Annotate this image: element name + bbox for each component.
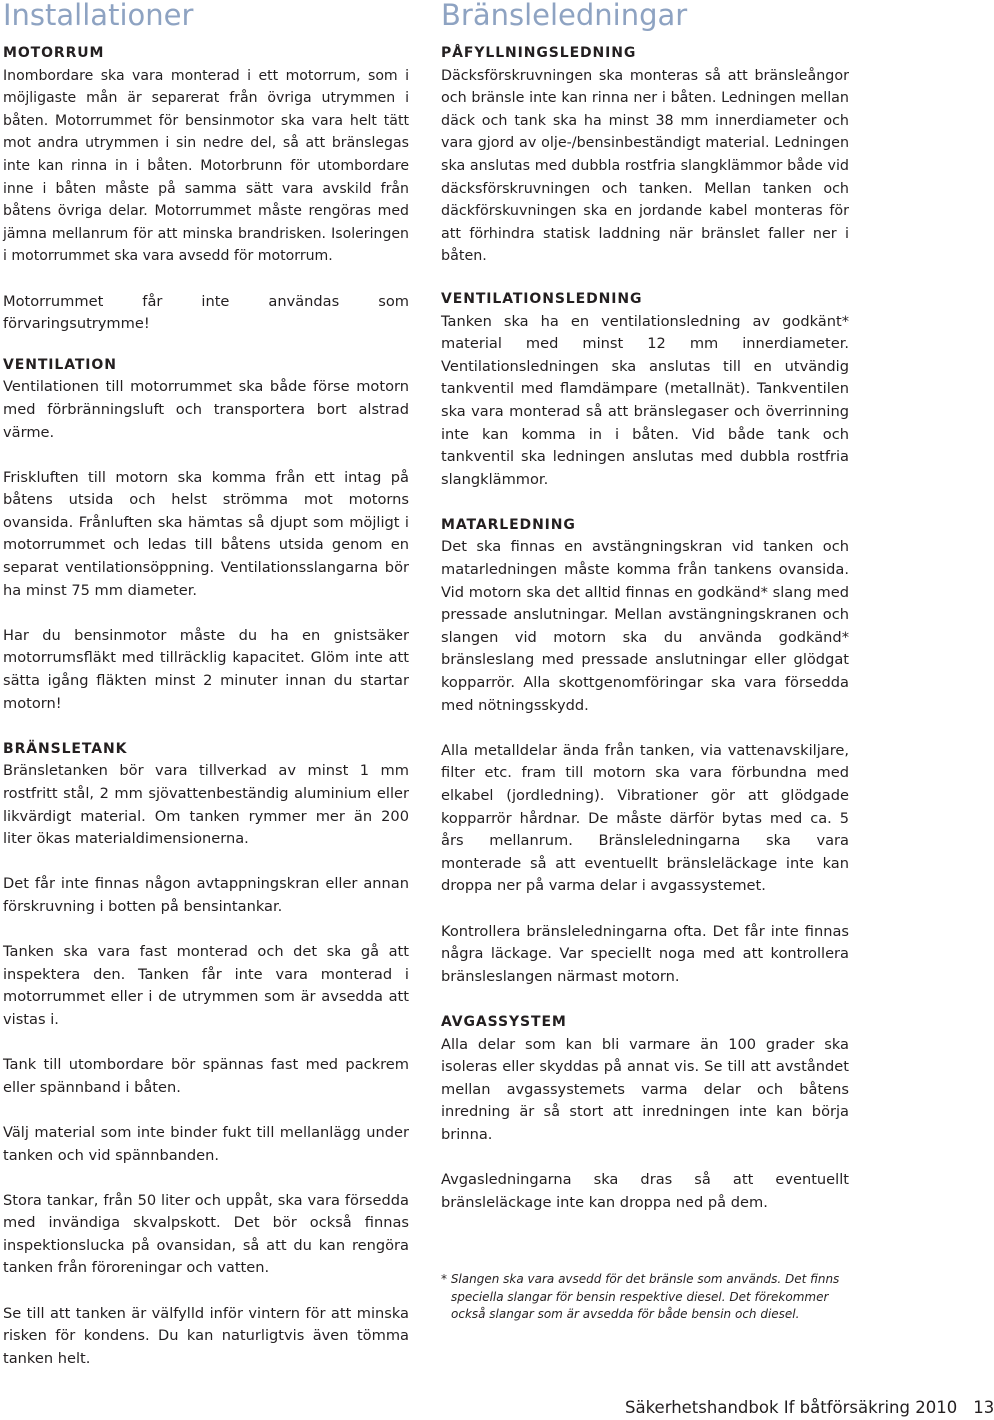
section-ventilationsledning: [441, 288, 849, 491]
footnote: * Slangen ska vara avsedd för det bränsle som används. Det finns speciella slangar för bensin respektive diesel. Det förekommer också slangar som är avsedda för både bensin och diesel.: [441, 1272, 840, 1321]
paragraph: Ventilationen till motorrummet ska både förse motorn med förbränningsluft och transportera bort alstrad värme.: [3, 378, 409, 441]
right-column: [441, 0, 849, 1237]
heading-ventilation: VENTILATION: [3, 356, 117, 373]
paragraph: Tanken ska ha en ventilationsledning av godkänt* material med minst 12 mm innerdiameter. Ventilationsledningen ska anslutas till en utvändig tankventil med flamdämpare (metallnät). Tankventilen ska vara monterad så att bränslegaser och överrinning inte kan komma in i båten. Vid både tank och tankventil ska ledningen anslutas med dubbla rostfria slangklämmor.: [441, 312, 849, 488]
section-bransletank: [3, 738, 409, 1371]
paragraph: Välj material som inte binder fukt till mellanlägg under tanken och vid spännbanden.: [3, 1123, 409, 1164]
heading-ventilationsledning: VENTILATIONSLEDNING: [441, 290, 643, 307]
paragraph: Bränsletanken bör vara tillverkad av minst 1 mm rostfritt stål, 2 mm sjövattenbeständig aluminium eller likvärdigt material. Om tanken rymmer mer än 200 liter ökas materialdimensionerna.: [3, 762, 409, 848]
heading-pafyllningsledning: PÅFYLLNINGSLEDNING: [441, 45, 637, 61]
section-pafyllningsledning: [441, 42, 849, 268]
paragraph: Alla metalldelar ända från tanken, via vattenavskiljare, filter etc. fram till motorn ska vara förbundna med elkabel (jordledning). Vibrationer gör att glödgade kopparrör hårdnar. De måste därför bytas med ca. 5 års mellanrum. Bränsleledningarna ska vara monterade så att eventuellt bränsleläckage inte kan droppa ner på varma delar i avgassystemet.: [441, 741, 849, 895]
paragraph: Friskluften till motorn ska komma från ett intag på båtens utsida och helst strömma mot motorns ovansida. Frånluften ska hämtas så djupt som möjligt i motorrummet och ledas till båtens utsida genom en separat ventilationsöppning. Ventilationsslangarna bör ha minst 75 mm diameter.: [3, 468, 409, 599]
page-title-installationer: Installationer: [3, 0, 194, 32]
left-column: [3, 0, 409, 1393]
heading-matarledning: MATARLEDNING: [441, 516, 576, 533]
paragraph: Avgasledningarna ska dras så att eventuellt bränsleläckage inte kan droppa ned på dem.: [441, 1171, 849, 1211]
page-footer: [625, 1398, 994, 1418]
heading-bransletank: BRÄNSLETANK: [3, 740, 128, 757]
paragraph: Tank till utombordare bör spännas fast med packrem eller spännband i båten.: [3, 1056, 409, 1096]
paragraph: Kontrollera bränsleledningarna ofta. Det får inte finnas några läckage. Var speciellt noga med att kontrollera bränsleslangen närmast motorn.: [441, 922, 849, 985]
paragraph: Har du bensinmotor måste du ha en gnistsäker motorrumsfläkt med tillräcklig kapacitet. Glöm inte att sätta igång fläkten minst 2 minuter innan du startar motorn!: [3, 626, 409, 712]
section-motorrum: [3, 42, 409, 336]
section-avgassystem: [441, 1011, 849, 1214]
paragraph: Alla delar som kan bli varmare än 100 grader ska isoleras eller skyddas på annat vis. Se till att avståndet mellan avgassystemets varma delar och båtens inredning är så stort att inredningen inte kan börja brinna.: [441, 1035, 849, 1143]
section-ventilation: [3, 354, 409, 716]
paragraph: Däcksförskruvningen ska monteras så att bränsleångor och bränsle inte kan rinna ner i båten. Ledningen mellan däck och tank ska ha minst 38 mm innerdiameter och vara gjord av olje-/bensinbeständigt material. Ledningen ska anslutas med dubbla rostfria slangklämmor både vid däcksförskruvningen och tanken. Mellan tanken och däckförskuvningen ska en jordande kabel monteras för att förhindra statisk laddning när bränslet faller ner i båten.: [441, 67, 849, 265]
paragraph: Tanken ska vara fast monterad och det ska gå att inspektera den. Tanken får inte vara monterad i motorrummet eller i de utrymmen som är avsedda att vistas i.: [3, 943, 409, 1028]
footer-title: Säkerhetshandbok If båtförsäkring 2010: [625, 1398, 958, 1417]
page-title-bransleledningar: Bränsleledningar: [441, 0, 688, 32]
paragraph: Inombordare ska vara monterad i ett motorrum, som i möjligaste mån är separerat från övriga utrymmen i båten. Motorrummet för bensinmotor ska vara helt tätt mot andra utrymmen i sin nedre del, så att bränslegas inte kan rinna in i båten. Motorbrunn för utombordare inne i båten måste på samma sätt vara avskild från båtens övriga delar. Motorrummet måste rengöras med jämna mellanrum för att minska brandrisken. Isoleringen i motorrummet ska vara avsedd för motorrum.: [3, 67, 409, 265]
paragraph: Stora tankar, från 50 liter och uppåt, ska vara försedda med invändiga skvalpskott. Det bör också finnas inspektionslucka på ovansidan, så att du kan rengöra tanken från föroreningar och vatten.: [3, 1191, 409, 1277]
paragraph: Se till att tanken är välfylld inför vintern för att minska risken för kondens. Du kan naturligtvis även tömma tanken helt.: [3, 1304, 409, 1367]
paragraph: Det får inte finnas någon avtappningskran eller annan förskruvning i botten på bensintankar.: [3, 875, 409, 915]
paragraph: Det ska finnas en avstängningskran vid tanken och matarledningen måste komma från tankens ovansida. Vid motorn ska det alltid finnas en godkänd* slang med pressade anslutningar. Mellan avstängningskranen och slangen vid motorn ska du använda godkänd* bränsleslang med pressade anslutningar eller glödgat kopparrör. Alla skottgenomföringar ska vara försedda med nötningsskydd.: [441, 538, 849, 714]
section-matarledning: [441, 514, 849, 988]
heading-motorrum: MOTORRUM: [3, 45, 105, 61]
paragraph: Motorrummet får inte användas som förvaringsutrymme!: [3, 292, 409, 333]
page-number: 13: [973, 1398, 994, 1417]
heading-avgassystem: AVGASSYSTEM: [441, 1013, 567, 1030]
